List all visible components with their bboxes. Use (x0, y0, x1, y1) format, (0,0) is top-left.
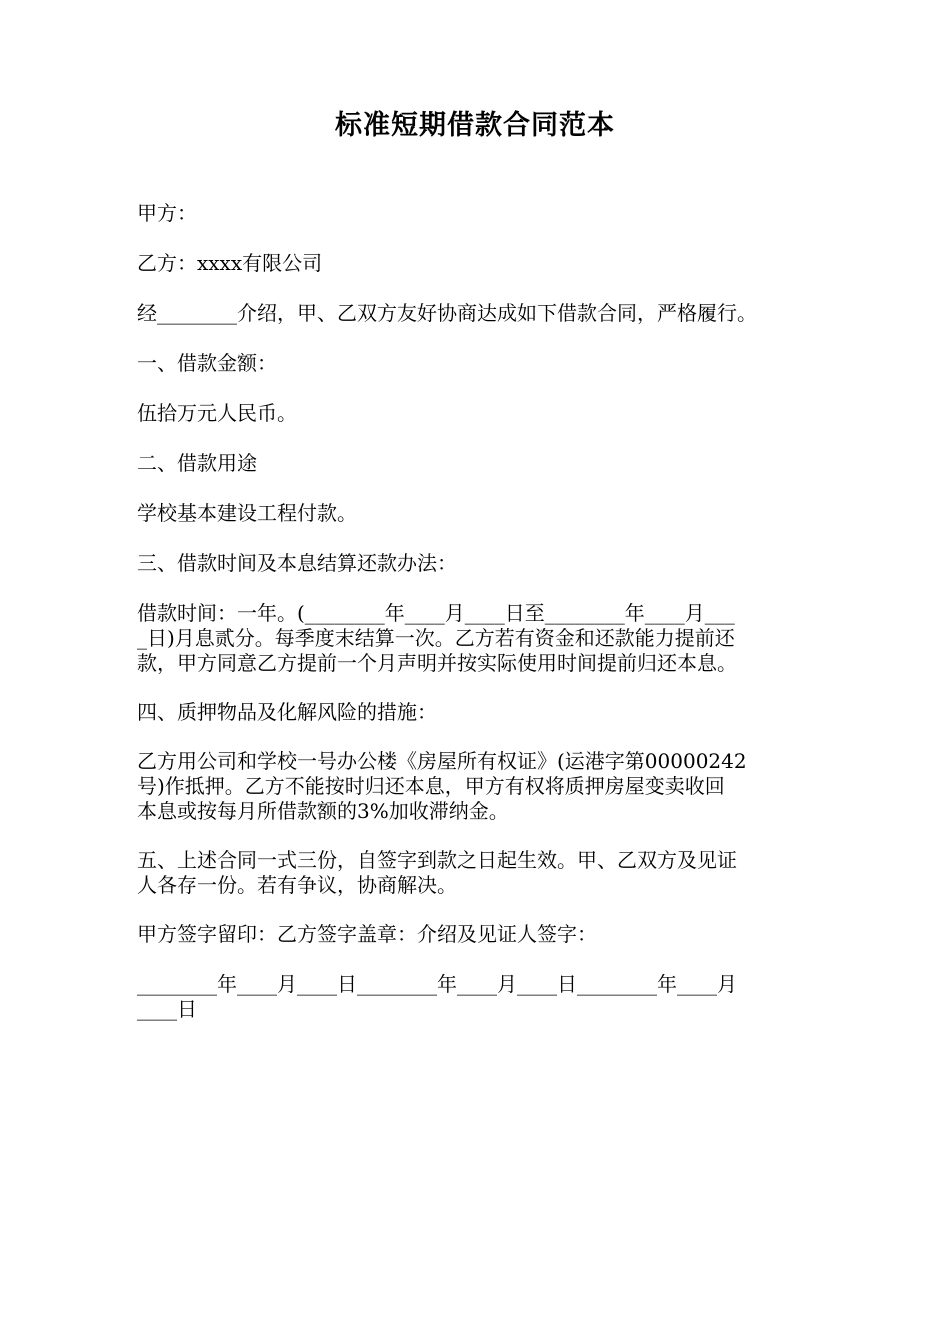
document-title: 标准短期借款合同范本 (335, 110, 615, 141)
section-4-line-3: 本息或按每月所借款额的3%加收滞纳金。 (137, 799, 509, 823)
date-lines (137, 972, 819, 1022)
section-1-body: 伍拾万元人民币。 (137, 401, 297, 425)
date-line-2: ____日 (137, 997, 197, 1021)
section-3-heading: 三、借款时间及本息结算还款办法： (137, 551, 457, 575)
section-4-body (137, 749, 819, 824)
date-line-1: ________年____月____日________年____月____日________年____月 (137, 972, 737, 996)
section-5-line-2: 人各存一份。若有争议，协商解决。 (137, 873, 457, 897)
section-3-body (137, 601, 819, 676)
section-4-line-1: 乙方用公司和学校一号办公楼《房屋所有权证》(运港字第00000242 (137, 749, 747, 773)
party-a-line: 甲方： (137, 201, 197, 225)
section-4-heading: 四、质押物品及化解风险的措施： (137, 700, 437, 724)
section-3-line-2: _日)月息贰分。每季度末结算一次。乙方若有资金和还款能力提前还 (137, 626, 735, 650)
section-3-line-3: 款，甲方同意乙方提前一个月声明并按实际使用时间提前归还本息。 (137, 651, 737, 675)
section-2-body: 学校基本建设工程付款。 (137, 501, 357, 525)
section-2-heading: 二、借款用途 (137, 451, 257, 475)
section-5-body (137, 848, 819, 898)
section-1-heading: 一、借款金额： (137, 351, 277, 375)
section-4-line-2: 号)作抵押。乙方不能按时归还本息，甲方有权将质押房屋变卖收回 (137, 774, 725, 798)
section-3-line-1: 借款时间：一年。(________年____月____日至________年____月___ (137, 601, 735, 625)
section-5-line-1: 五、上述合同一式三份，自签字到款之日起生效。甲、乙双方及见证 (137, 848, 737, 872)
signature-line: 甲方签字留印：乙方签字盖章：介绍及见证人签字： (137, 922, 597, 946)
intro-paragraph: 经________介绍，甲、乙双方友好协商达成如下借款合同，严格履行。 (137, 301, 757, 325)
party-b-line: 乙方：xxxx有限公司 (137, 251, 323, 275)
